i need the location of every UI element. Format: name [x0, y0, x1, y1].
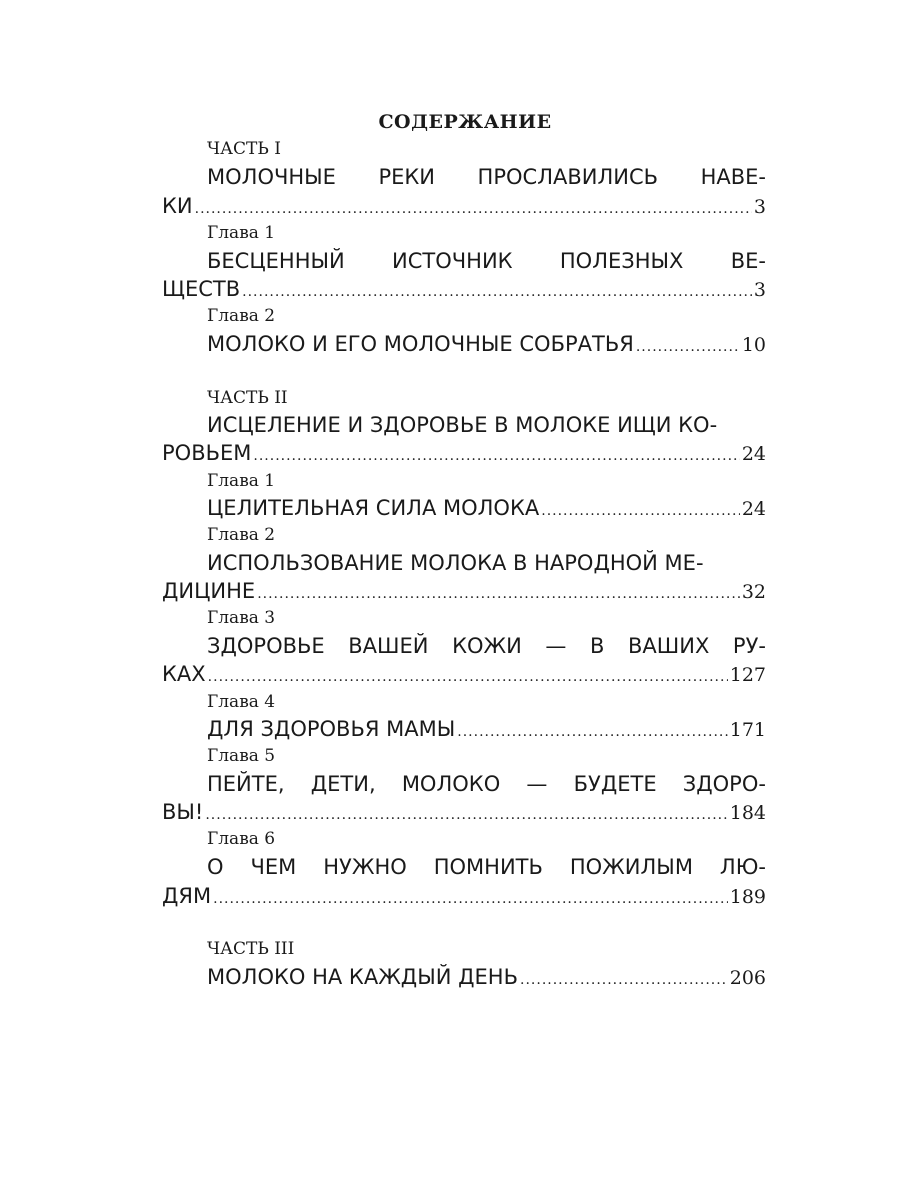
title-word: ПЕЙТЕ,: [207, 772, 285, 796]
part-2-chapter-4-label: Глава 4: [207, 692, 276, 712]
page-number: 206: [729, 967, 766, 989]
dot-leader: [541, 496, 740, 526]
part-2-chapter-6-toc-entry[interactable]: [162, 881, 766, 914]
entry-text: МОЛОКО И ЕГО МОЛОЧНЫЕ СОБРАТЬЯ: [207, 332, 634, 356]
part-2-chapter-1-label: Глава 1: [207, 471, 276, 491]
title-word: РЕКИ: [378, 165, 436, 189]
dot-leader: [257, 579, 740, 609]
part-2-chapter-5-label: Глава 5: [207, 746, 276, 766]
part-2-chapter-4-toc-entry[interactable]: [207, 714, 766, 747]
part-2-chapter-6-title-line: [207, 852, 766, 882]
title-word: ПРОСЛАВИЛИСЬ: [477, 165, 659, 189]
title-word: ЧЕМ: [250, 855, 297, 879]
title-word: В: [590, 634, 605, 658]
entry-text: КИ: [162, 194, 193, 218]
part-1-chapter-1-label: Глава 1: [207, 223, 276, 243]
title-word: —: [545, 634, 567, 658]
part-3-label: ЧАСТЬ III: [207, 939, 295, 959]
entry-text: ДЛЯ ЗДОРОВЬЯ МАМЫ: [207, 717, 456, 741]
part-2-chapter-3-label: Глава 3: [207, 608, 276, 628]
entry-text: МОЛОКО НА КАЖДЫЙ ДЕНЬ: [207, 965, 519, 989]
part-2-chapter-3-toc-entry[interactable]: [162, 659, 766, 692]
title-word: ПОЛЕЗНЫХ: [559, 249, 684, 273]
page-number: 24: [741, 498, 766, 520]
page-number: 189: [729, 886, 766, 908]
title-word: КОЖИ: [452, 634, 522, 658]
page-number: 10: [741, 334, 766, 356]
entry-text: ИСПОЛЬЗОВАНИЕ МОЛОКА В НАРОДНОЙ МЕ-: [207, 551, 704, 575]
page-number: 32: [741, 581, 766, 603]
page-number: 3: [753, 279, 766, 301]
title-word: О: [207, 855, 224, 879]
entry-text: КАХ: [162, 662, 206, 686]
part-2-chapter-5-title-line: [207, 769, 766, 799]
part-1-chapter-1-title-line: [207, 246, 766, 276]
dot-leader: [253, 441, 739, 471]
title-word: ИСТОЧНИК: [392, 249, 513, 273]
entry-text: ИСЦЕЛЕНИЕ И ЗДОРОВЬЕ В МОЛОКЕ ИЩИ КО-: [207, 413, 718, 437]
title-word: ЗДОРО-: [682, 772, 766, 796]
part-2-chapter-3-title-line: [207, 631, 766, 661]
page-number: 127: [729, 664, 766, 686]
title-word: ПОМНИТЬ: [433, 855, 543, 879]
part-2-title-line: [207, 410, 766, 440]
dot-leader: [457, 717, 727, 747]
title-word: МОЛОКО: [401, 772, 501, 796]
entry-text: РОВЬЕМ: [162, 441, 252, 465]
part-1-title-line: [207, 162, 766, 192]
page-number: 3: [753, 196, 766, 218]
title-word: РУ-: [732, 634, 766, 658]
part-2-toc-entry[interactable]: [162, 438, 766, 471]
dot-leader: [208, 662, 728, 692]
dot-leader: [242, 277, 752, 307]
part-1-chapter-2-toc-entry[interactable]: [207, 329, 766, 362]
page-number: 24: [741, 443, 766, 465]
dot-leader: [195, 194, 752, 224]
title-word: БЕСЦЕННЫЙ: [207, 249, 345, 273]
title-word: —: [526, 772, 548, 796]
entry-text: ЩЕСТВ: [162, 277, 241, 301]
title-word: ЗДОРОВЬЕ: [207, 634, 325, 658]
title-word: ВЕ-: [730, 249, 766, 273]
page-number: 184: [729, 802, 766, 824]
title-word: НАВЕ-: [700, 165, 766, 189]
part-2-chapter-2-label: Глава 2: [207, 525, 276, 545]
title-word: БУДЕТЕ: [573, 772, 657, 796]
page-number: 171: [729, 719, 766, 741]
part-3-toc-entry[interactable]: [207, 962, 766, 995]
part-2-chapter-6-label: Глава 6: [207, 829, 276, 849]
entry-text: ВЫ!: [162, 800, 204, 824]
title-word: МОЛОЧНЫЕ: [207, 165, 336, 189]
entry-text: ДЯМ: [162, 884, 212, 908]
part-2-chapter-1-toc-entry[interactable]: [207, 493, 766, 526]
dot-leader: [205, 800, 727, 830]
dot-leader: [213, 884, 728, 914]
title-word: ВАШЕЙ: [348, 634, 429, 658]
part-1-label: ЧАСТЬ I: [207, 139, 281, 159]
part-2-chapter-2-title-line: [207, 548, 766, 578]
dot-leader: [636, 332, 740, 362]
title-word: НУЖНО: [323, 855, 407, 879]
page-title: СОДЕРЖАНИЕ: [378, 111, 552, 133]
title-word: ДЕТИ,: [310, 772, 376, 796]
entry-text: ЦЕЛИТЕЛЬНАЯ СИЛА МОЛОКА: [207, 496, 540, 520]
title-word: ЛЮ-: [719, 855, 766, 879]
title-word: ПОЖИЛЫМ: [569, 855, 693, 879]
entry-text: ДИЦИНЕ: [162, 579, 256, 603]
part-2-label: ЧАСТЬ II: [207, 388, 288, 408]
title-word: ВАШИХ: [628, 634, 710, 658]
dot-leader: [520, 965, 728, 995]
part-1-chapter-2-label: Глава 2: [207, 306, 276, 326]
